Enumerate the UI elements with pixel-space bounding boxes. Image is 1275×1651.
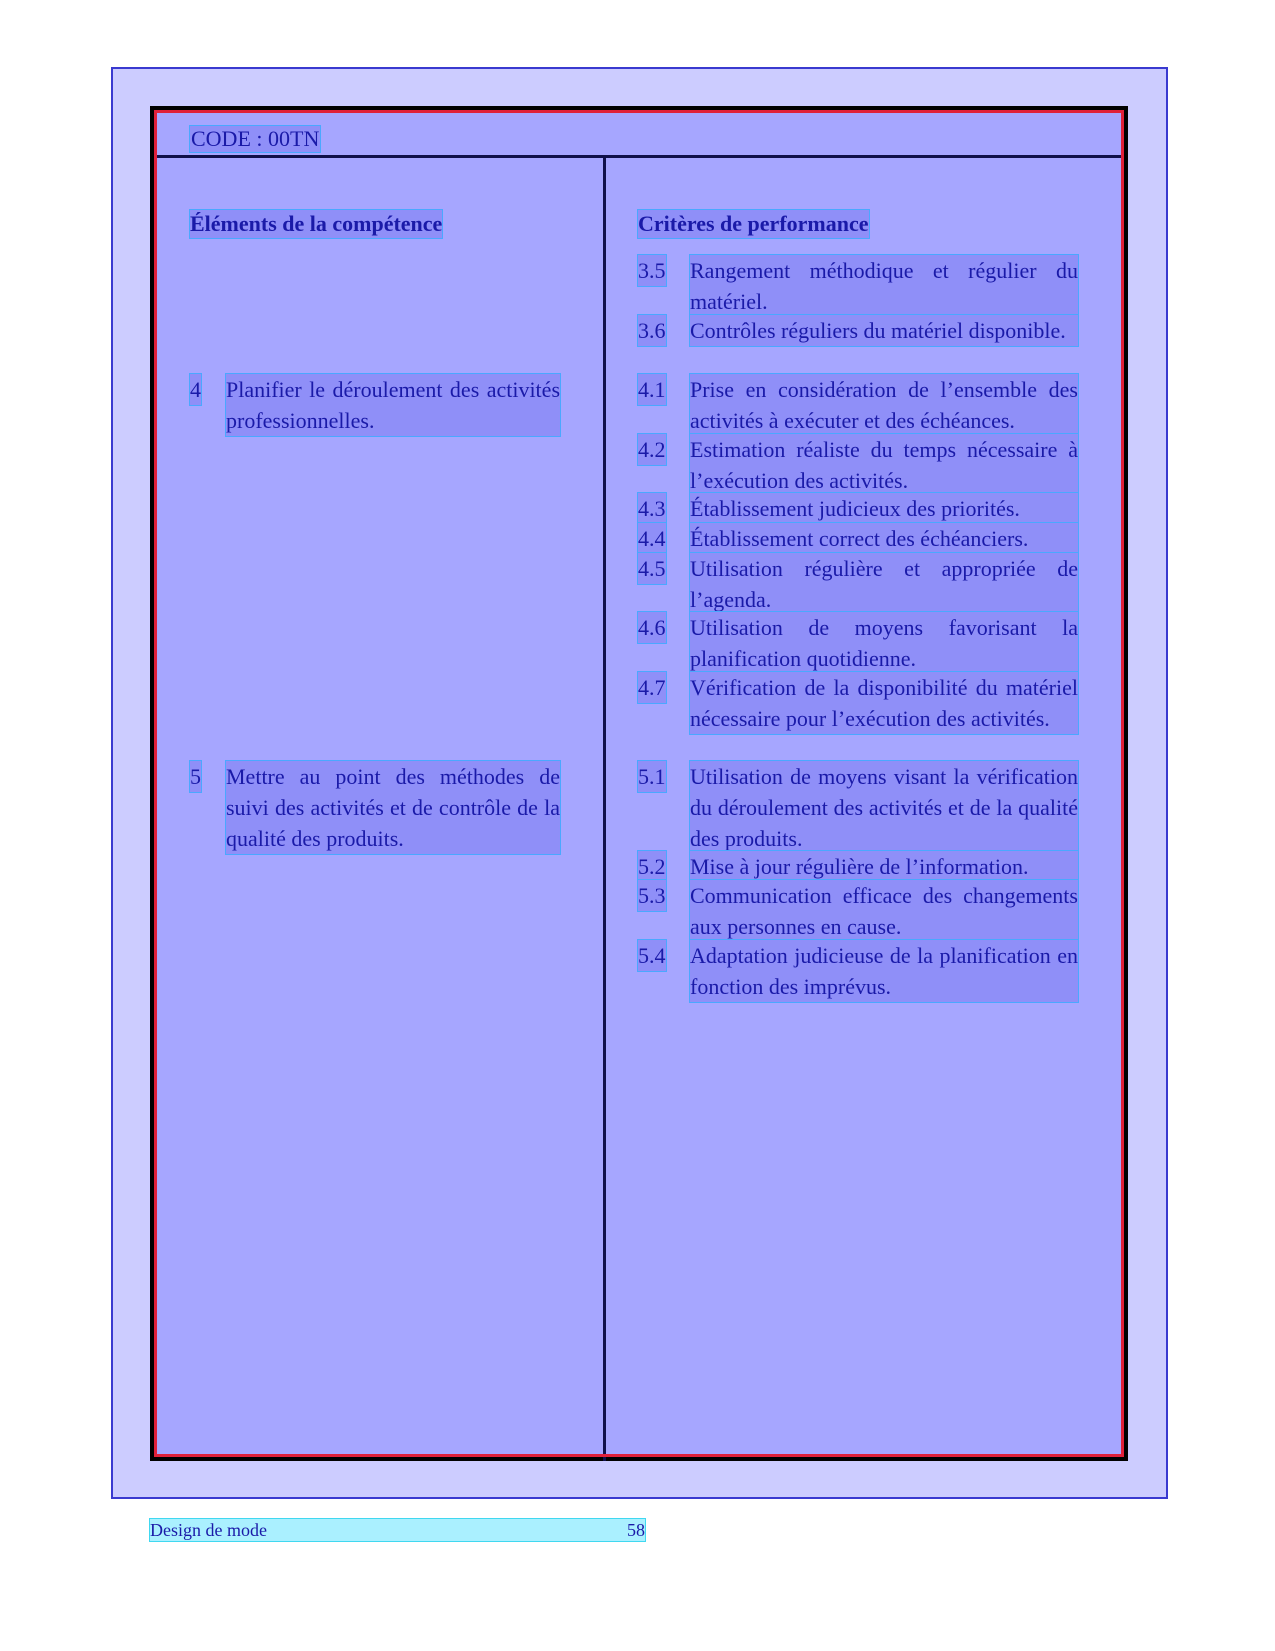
competence-code: CODE : 00TN [191, 126, 320, 151]
criterion-item [638, 612, 1078, 674]
element-text: Mettre au point des méthodes de suivi des activités et de contrôle de la qualité des produits. [226, 761, 560, 854]
criterion-number: 4.1 [638, 374, 666, 405]
footer-page-number: 58 [627, 1520, 645, 1540]
criterion-text: Estimation réaliste du temps nécessaire à l’exécution des activités. [690, 434, 1078, 496]
criterion-item [638, 672, 1078, 734]
footer-program-title: Design de mode [150, 1520, 267, 1540]
criterion-number: 4.6 [638, 612, 666, 643]
criterion-item [638, 553, 1078, 615]
criterion-text: Utilisation de moyens favorisant la planification quotidienne. [690, 612, 1078, 674]
column-divider [603, 155, 606, 1461]
criterion-number: 5.3 [638, 880, 666, 911]
criterion-text: Rangement méthodique et régulier du matériel. [690, 255, 1078, 317]
criterion-number: 4.2 [638, 434, 666, 465]
element-item [190, 374, 560, 436]
criterion-item [638, 880, 1078, 942]
criterion-text: Prise en considération de l’ensemble des activités à exécuter et des échéances. [690, 374, 1078, 436]
element-number: 4 [190, 374, 201, 405]
criterion-text: Mise à jour régulière de l’information. [690, 851, 1078, 882]
criterion-text: Utilisation régulière et appropriée de l’agenda. [690, 553, 1078, 615]
criterion-text: Utilisation de moyens visant la vérification du déroulement des activités et de la qualité des produits. [690, 761, 1078, 854]
criterion-number: 5.4 [638, 940, 666, 971]
criterion-number: 3.6 [638, 315, 666, 346]
criterion-item [638, 493, 1078, 524]
criterion-text: Vérification de la disponibilité du matériel nécessaire pour l’exécution des activités. [690, 672, 1078, 734]
criterion-item [638, 315, 1078, 346]
criterion-text: Établissement correct des échéanciers. [690, 523, 1078, 554]
criterion-item [638, 851, 1078, 882]
elements-heading: Éléments de la compétence [190, 211, 443, 236]
criterion-item [638, 523, 1078, 554]
criterion-item [638, 374, 1078, 436]
criterion-text: Contrôles réguliers du matériel disponible. [690, 315, 1078, 346]
criterion-number: 5.1 [638, 761, 666, 792]
criterion-text: Établissement judicieux des priorités. [690, 493, 1078, 524]
criterion-item [638, 761, 1078, 854]
competence-table [150, 106, 1128, 1461]
criterion-number: 4.3 [638, 493, 666, 524]
criterion-number: 5.2 [638, 851, 666, 882]
criterion-number: 4.7 [638, 672, 666, 703]
criteria-heading: Critères de performance [638, 211, 869, 236]
criterion-text: Communication efficace des changements aux personnes en cause. [690, 880, 1078, 942]
criterion-item [638, 255, 1078, 317]
criterion-number: 3.5 [638, 255, 666, 286]
criterion-text: Adaptation judicieuse de la planification en fonction des imprévus. [690, 940, 1078, 1002]
element-number: 5 [190, 761, 201, 792]
criterion-item [638, 940, 1078, 1002]
element-text: Planifier le déroulement des activités professionnelles. [226, 374, 560, 436]
criterion-number: 4.4 [638, 523, 666, 554]
table-header-row [154, 110, 1124, 158]
page-footer [150, 1519, 645, 1541]
element-item [190, 761, 560, 854]
criterion-item [638, 434, 1078, 496]
criterion-number: 4.5 [638, 553, 666, 584]
